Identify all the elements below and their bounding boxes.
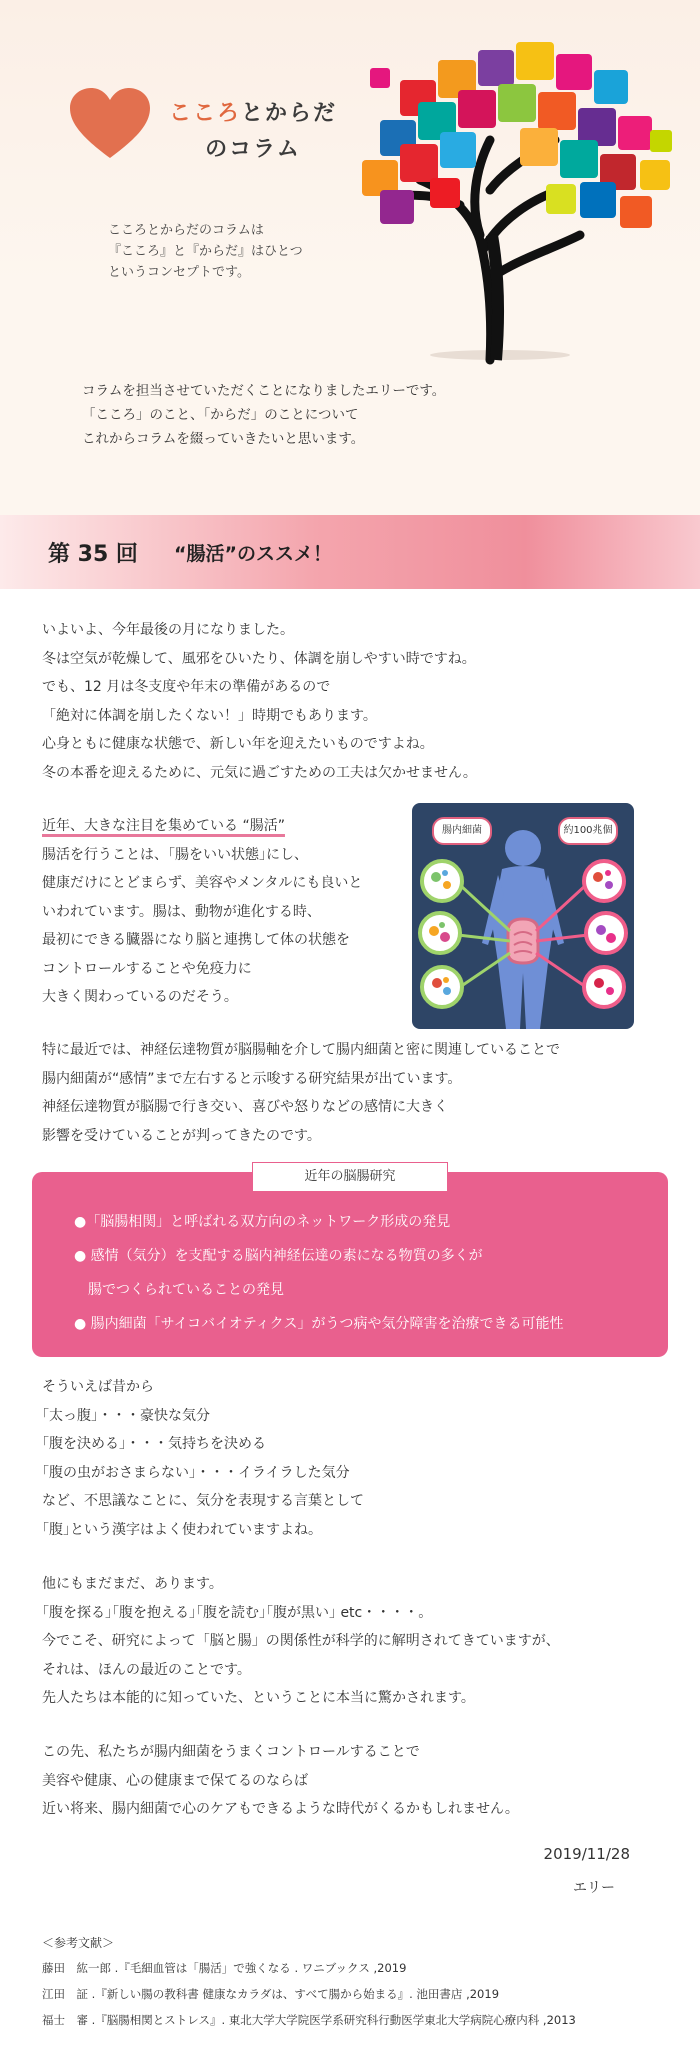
site-brand [158,96,348,168]
text-line: 健康だけにとどまらず、美容やメンタルにも良いと [42,875,363,891]
text-line: 影響を受けていることが判ってきたのです。 [42,1127,321,1144]
text-line: ｢腹｣という漢字はよく使われていますよね。 [42,1521,322,1538]
post-date: 2019/11/28 [543,1845,630,1863]
text-line: 近い将来、腸内細菌で心のケアもできるような時代がくるかもしれません。 [42,1801,519,1817]
research-item: ●「脳腸相関」と呼ばれる双方向のネットワーク形成の発見 [74,1214,451,1230]
text-line: そういえば昔から [42,1379,154,1395]
research-item: ● 感情（気分）を支配する脳内神経伝達の素になる物質の多くが [74,1248,483,1264]
text-line: この先、私たちが腸内細菌をうまくコントロールすることで [42,1744,420,1760]
text-line: 今でこそ、研究によって「脳と腸」の関係性が科学的に解明されてきていますが、 [42,1633,560,1649]
text-line: 最初にできる臓器になり脳と連携して体の状態を [42,932,350,948]
gut-bacteria-illustration [412,803,634,1029]
text-line: 心身ともに健康な状態で、新しい年を迎えたいものですよね。 [42,736,434,752]
reference-item: 藤田 紘一郎 .『毛細血管は「腸活」で強くなる . ワニブックス ,2019 [42,1961,407,1975]
paragraph-expressions [42,1373,364,1544]
paragraph-research [42,1036,560,1150]
paragraph-intro [42,616,477,787]
text-line: 美容や健康、心の健康まで保てるのならば [42,1772,308,1789]
text-line: 大きく関わっているのだそう。 [42,989,238,1005]
text-line: 他にもまだまだ、あります。 [42,1576,223,1592]
research-item: ● 腸内細菌「サイコバイオティクス」がうつ病や気分障害を治療できる可能性 [74,1316,564,1332]
text-line: など、不思議なことに、気分を表現する言葉として [42,1493,364,1509]
tagline [108,220,303,283]
text-line: ｢腹の虫がおさまらない｣・・・イライラした気分 [42,1464,350,1481]
research-item: 腸でつくられていることの発見 [74,1282,284,1298]
episode-title-band [0,515,700,589]
heart-icon [70,88,150,160]
brand-rest: とからだ [241,101,338,126]
text-line: ｢腹を決める｣・・・気持ちを決める [42,1436,266,1452]
episode-title: “腸活”のススメ！ [174,543,332,565]
tagline-line: こころとからだのコラムは [108,223,264,238]
text-line: 腸活を行うことは、｢腸をいい状態｣にし、 [42,846,308,863]
references-heading: ＜参考文献＞ [42,1936,115,1950]
tagline-line: 『こころ』と『からだ』はひとつ [108,244,303,259]
text-line: 冬の本番を迎えるために、元気に過ごすための工夫は欠かせません。 [42,764,477,781]
text-line: でも、12 月は冬支度や年末の準備があるので [42,679,331,695]
research-box-title: 近年の脳腸研究 [252,1162,448,1192]
text-line: 冬は空気が乾燥して、風邪をひいたり、体調を崩しやすい時ですね。 [42,650,476,667]
tagline-line: というコンセプトです。 [108,265,250,280]
text-line: 神経伝達物質が脳腸で行き交い、喜びや怒りなどの感情に大きく [42,1099,448,1115]
episode-number: 第 35 回 [48,542,138,567]
reference-item: 福士 審 .『脳腸相関とストレス』. 東北大学大学院医学系研究科行動医学東北大学病院心療内科 ,2013 [42,2013,576,2027]
highlight-heading: 近年、大きな注目を集めている “腸活” [42,818,285,834]
author-name: エリー [573,1880,615,1896]
text-line: ｢腹を探る｣｢腹を抱える｣｢腹を読む｣｢腹が黒い｣ etc・・・・。 [42,1604,433,1621]
brand-line2: のコラム [205,137,301,162]
paragraph-future [42,1738,519,1824]
text-line: それは、ほんの最近のことです。 [42,1661,251,1678]
body-bacteria-icon [412,803,634,1029]
text-line: いよいよ、今年最後の月になりました。 [42,622,294,638]
label-count: 約100兆個 [558,817,618,845]
paragraph-more-expressions [42,1570,560,1713]
paragraph-gut-activity [42,812,362,1012]
text-line: 先人たちは本能的に知っていた、ということに本当に驚かされます。 [42,1690,475,1706]
text-line: いわれています。腸は、動物が進化する時、 [42,903,321,920]
label-gut-bacteria: 腸内細菌 [432,817,492,845]
hero-header [0,0,700,515]
text-line: 腸内細菌が“感情”まで左右すると示唆する研究結果が出ています。 [42,1070,462,1087]
intro-line: これからコラムを綴っていきたいと思います。 [82,431,365,447]
research-box [32,1169,668,1357]
reference-item: 江田 証 .『新しい腸の教科書 健康なカラダは、すべて腸から始まる』. 池田書店 ,2019 [42,1987,500,2001]
intro-text [82,379,445,451]
intro-line: コラムを担当させていただくことになりましたエリーです。 [82,383,446,399]
text-line: 「絶対に体調を崩したくない！」時期でもあります。 [42,707,377,724]
text-line: ｢太っ腹｣・・・豪快な気分 [42,1407,210,1424]
brand-accent: こころ [168,101,241,126]
text-line: コントロールすることや免疫力に [42,960,252,977]
text-line: 特に最近では、神経伝達物質が脳腸軸を介して腸内細菌と密に関連していることで [42,1042,560,1058]
intro-line: 「こころ」のこと、「からだ」のことについて [82,407,359,423]
puzzle-tree-illustration [340,20,690,365]
